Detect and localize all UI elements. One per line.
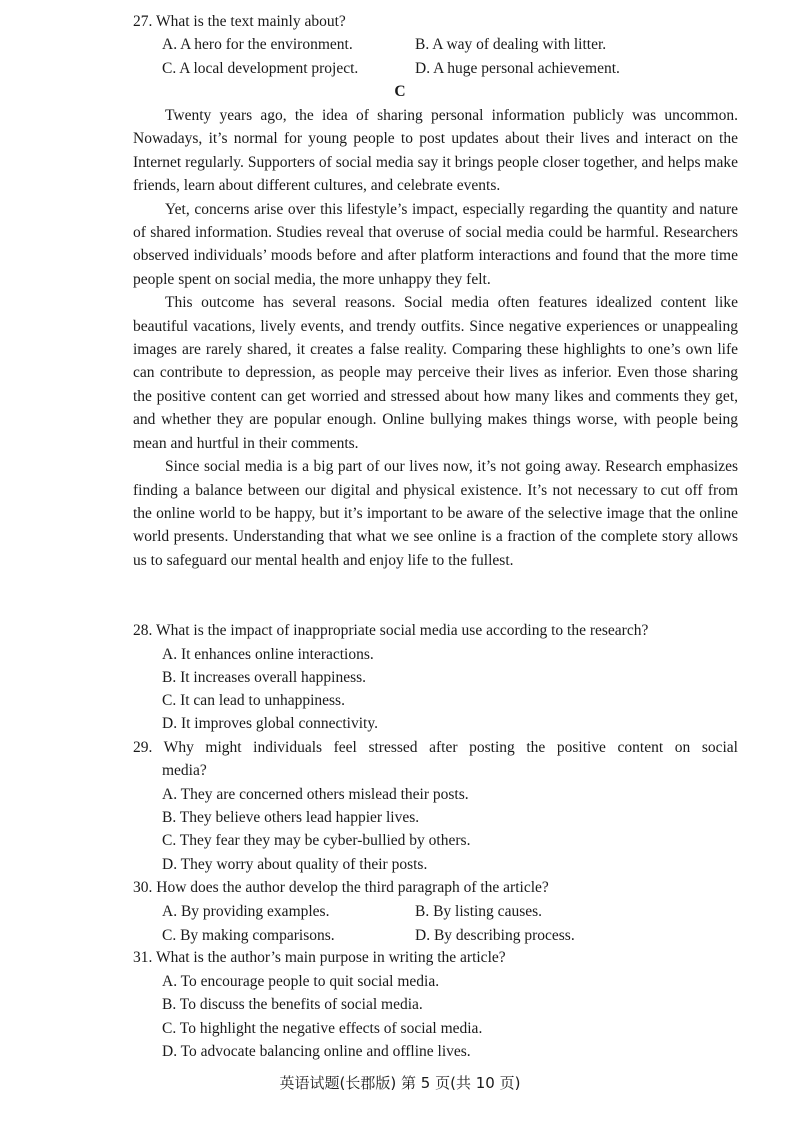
q29-stem-line-1: 29. Why might individuals feel stressed after posting the positive content on social bbox=[133, 739, 738, 756]
q31-option-b: B. To discuss the benefits of social media. bbox=[162, 996, 423, 1013]
passage bbox=[133, 104, 738, 572]
q30-option-b: B. By listing causes. bbox=[415, 903, 543, 920]
q27-option-a: A. A hero for the environment. bbox=[162, 36, 353, 53]
q27-stem: 27. What is the text mainly about? bbox=[133, 13, 346, 30]
q28-option-c: C. It can lead to unhappiness. bbox=[162, 692, 345, 709]
q30-stem: 30. How does the author develop the third paragraph of the article? bbox=[133, 879, 549, 896]
q27-option-b: B. A way of dealing with litter. bbox=[415, 36, 607, 53]
passage-paragraph-2: Yet, concerns arise over this lifestyle’s impact, especially regarding the quantity and nature of shared information. Studies reveal that overuse of social media could be harmful. Researchers observed individuals’ moods before and after platform interactions and found that the more time people spent on social media, the more unhappy they felt. bbox=[133, 200, 738, 288]
q29-option-b: B. They believe others lead happier lives. bbox=[162, 809, 420, 826]
passage-paragraph-1: Twenty years ago, the idea of sharing personal information publicly was uncommon. Nowadays, it’s normal for young people to post updates about their lives and interact on the Internet regularly. Supporters of social media say it brings people closer together, and helps make friends, learn about different cultures, and celebrate events. bbox=[133, 107, 738, 195]
q29-option-d: D. They worry about quality of their posts. bbox=[162, 856, 428, 873]
q28-option-b: B. It increases overall happiness. bbox=[162, 669, 367, 686]
q29-stem-line-2: media? bbox=[162, 762, 207, 779]
passage-paragraph-4: Since social media is a big part of our lives now, it’s not going away. Research emphasizes finding a balance between our digital and physical existence. It’s not necessary to cut off from the online world to be happy, but it’s important to be aware of the selective image that the online world presents. Understanding that what we see online is a fraction of the complete story allows us to safeguard our mental health and enjoy life to the fullest. bbox=[133, 458, 738, 569]
q31-stem: 31. What is the author’s main purpose in writing the article? bbox=[133, 949, 506, 966]
q28-option-d: D. It improves global connectivity. bbox=[162, 715, 378, 732]
q31-option-c: C. To highlight the negative effects of social media. bbox=[162, 1020, 483, 1037]
page-footer: 英语试题(长郡版) 第 5 页(共 10 页) bbox=[279, 1074, 521, 1092]
q29-option-c: C. They fear they may be cyber-bullied by others. bbox=[162, 832, 471, 849]
q28-stem: 28. What is the impact of inappropriate social media use according to the research? bbox=[133, 622, 649, 639]
q27-option-d: D. A huge personal achievement. bbox=[415, 60, 620, 77]
passage-paragraph-3: This outcome has several reasons. Social media often features idealized content like beautiful vacations, lively events, and trendy outfits. Since negative experiences or unappealing images are rarely shared, it creates a false reality. Comparing these highlights to one’s own life can contribute to depression, as people may perceive their lives as inferior. Even those sharing the positive content can get worried and stressed about how many likes and comments they get, and whether they are popular enough. Online bullying makes things worse, with people being mean and hurtful in their comments. bbox=[133, 294, 738, 452]
q30-option-a: A. By providing examples. bbox=[162, 903, 330, 920]
q29-option-a: A. They are concerned others mislead their posts. bbox=[162, 786, 469, 803]
q31-option-d: D. To advocate balancing online and offline lives. bbox=[162, 1043, 471, 1060]
section-label: C bbox=[394, 83, 406, 100]
q27-option-c: C. A local development project. bbox=[162, 60, 359, 77]
q30-option-c: C. By making comparisons. bbox=[162, 927, 335, 944]
q31-option-a: A. To encourage people to quit social media. bbox=[162, 973, 440, 990]
q30-option-d: D. By describing process. bbox=[415, 927, 575, 944]
q28-option-a: A. It enhances online interactions. bbox=[162, 646, 374, 663]
